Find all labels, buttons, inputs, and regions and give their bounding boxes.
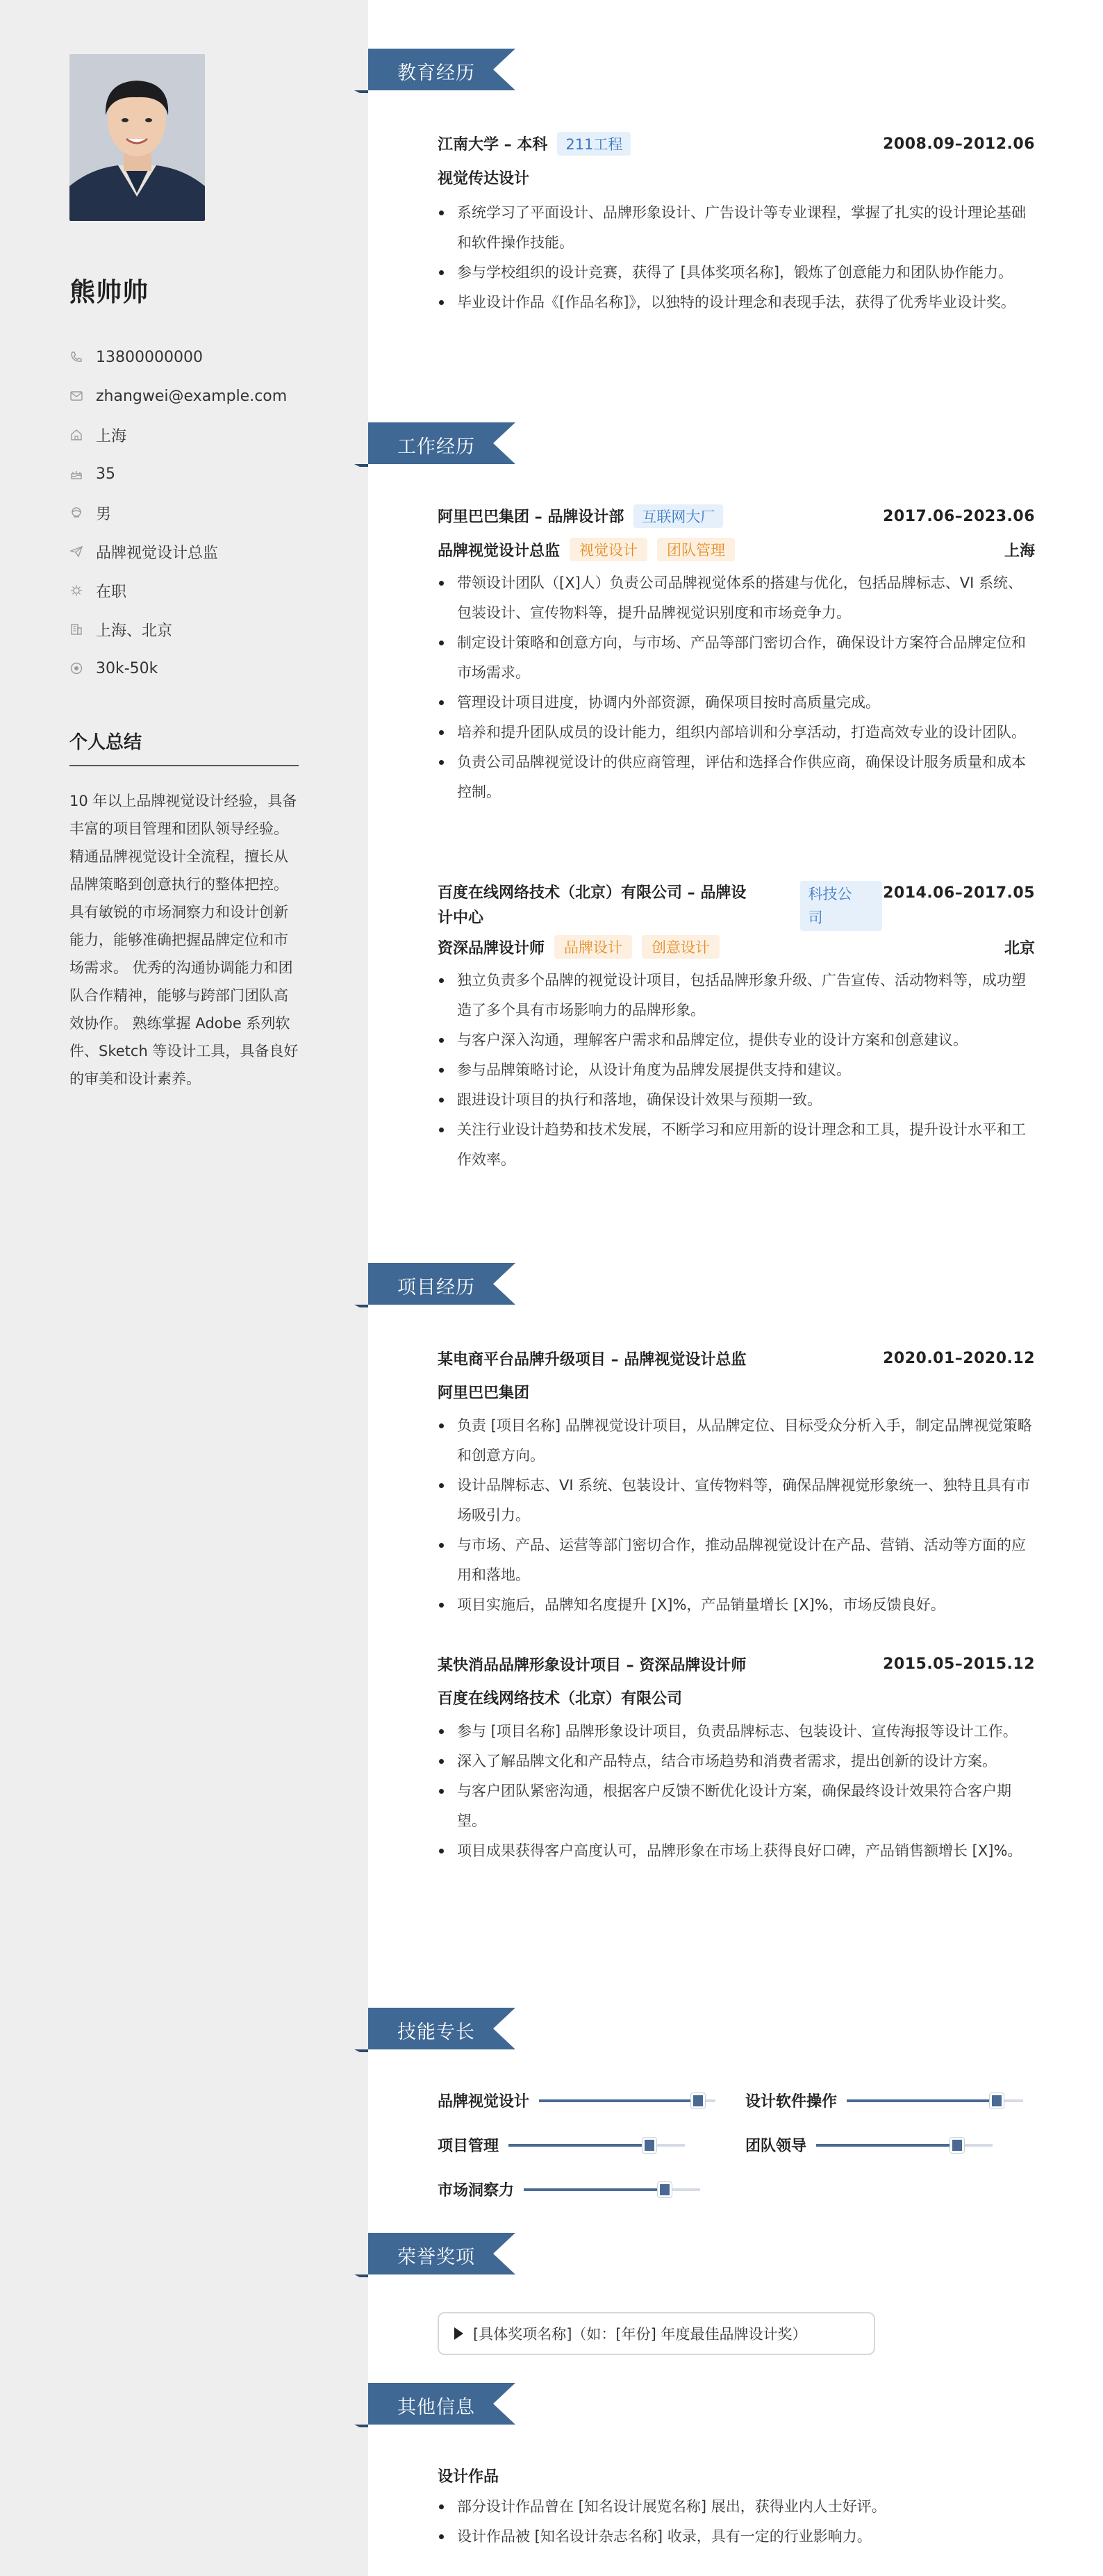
company-badge: 互联网大厂 (633, 504, 723, 528)
contact-info-list (69, 338, 368, 688)
education-bullets (438, 198, 1035, 317)
other-title: 设计作品 (438, 2468, 499, 2486)
info-age (69, 454, 368, 493)
info-text: 在职 (96, 583, 127, 601)
skill-bar (508, 2144, 685, 2147)
skill-knob (990, 2093, 1004, 2108)
skill-knob (691, 2093, 705, 2108)
skill-bar (524, 2188, 700, 2191)
education-entry (438, 132, 1035, 317)
skill-knob (950, 2138, 964, 2153)
phone-icon (69, 350, 83, 364)
skill-name: 市场洞察力 (438, 2182, 515, 2199)
section-header (368, 2383, 1103, 2425)
other-bullets (438, 2492, 1035, 2552)
section-title: 其他信息 (397, 2397, 475, 2418)
list-item: 关注行业设计趋势和技术发展，不断学习和应用新的设计理念和工具，提升设计水平和工作效率。 (438, 1115, 1035, 1175)
main-content (368, 0, 1103, 2576)
skill-item (438, 2179, 700, 2200)
section-title: 荣誉奖项 (397, 2247, 475, 2268)
major: 视觉传达设计 (438, 170, 530, 188)
skill-bar (539, 2099, 715, 2102)
list-item: 设计作品被 [知名设计杂志名称] 收录，具有一定的行业影响力。 (438, 2522, 1035, 2552)
work-date: 2017.06–2023.06 (883, 507, 1035, 525)
tag-badge: 品牌设计 (554, 935, 632, 959)
skill-fill (816, 2144, 957, 2147)
info-text: 品牌视觉设计总监 (96, 544, 219, 562)
education-date: 2008.09–2012.06 (883, 135, 1035, 153)
list-item: 负责公司品牌视觉设计的供应商管理，评估和选择合作供应商，确保设计服务质量和成本控制。 (438, 748, 1035, 807)
list-item: 设计品牌标志、VI 系统、包装设计、宣传物料等，确保品牌视觉形象统一、独特且具有市场吸引力。 (438, 1471, 1035, 1530)
skill-bar (816, 2144, 993, 2147)
work-bullets (438, 568, 1035, 807)
skill-name: 品牌视觉设计 (438, 2093, 530, 2111)
skill-item (745, 2134, 993, 2156)
info-text: 男 (96, 505, 112, 523)
tag-badge: 创意设计 (642, 935, 720, 959)
project-title: 某快消品品牌形象设计项目 – 资深品牌设计师 (438, 1656, 747, 1674)
list-item: 跟进设计项目的执行和落地，确保设计效果与预期一致。 (438, 1085, 1035, 1115)
skill-knob (658, 2182, 672, 2197)
list-item: 与客户团队紧密沟通，根据客户反馈不断优化设计方案，确保最终设计效果符合客户期望。 (438, 1776, 1035, 1836)
list-item: 管理设计项目进度，协调内外部资源，确保项目按时高质量完成。 (438, 688, 1035, 718)
job-title: 资深品牌设计师 品牌设计 创意设计 (438, 935, 720, 959)
skill-item (438, 2134, 685, 2156)
section-header (368, 422, 1103, 464)
award-text: [具体奖项名称]（如：[年份] 年度最佳品牌设计奖） (473, 2326, 807, 2343)
gender-icon (69, 506, 83, 520)
info-gender (69, 493, 368, 532)
list-item: 与市场、产品、运营等部门密切合作，推动品牌视觉设计在产品、营销、活动等方面的应用和落地。 (438, 1530, 1035, 1590)
list-item: 参与品牌策略讨论，从设计角度为品牌发展提供支持和建议。 (438, 1055, 1035, 1085)
skill-bar (847, 2099, 1023, 2102)
info-location (69, 415, 368, 454)
salary-icon (69, 661, 83, 675)
list-item: 独立负责多个品牌的视觉设计项目，包括品牌形象升级、广告宣传、活动物料等，成功塑造了多个具有市场影响力的品牌形象。 (438, 966, 1035, 1025)
avatar (69, 54, 205, 221)
skill-fill (524, 2188, 665, 2191)
summary-title: 个人总结 (69, 728, 299, 766)
list-item: 毕业设计作品《[作品名称]》，以独特的设计理念和表现手法，获得了优秀毕业设计奖。 (438, 288, 1035, 317)
info-text: 上海、北京 (96, 622, 173, 640)
info-city (69, 610, 368, 649)
skill-fill (847, 2099, 997, 2102)
info-status (69, 571, 368, 610)
work-section (368, 422, 1103, 1168)
school-name: 江南大学 – 本科 211工程 (438, 132, 631, 156)
section-header (368, 1263, 1103, 1305)
skill-name: 设计软件操作 (745, 2093, 838, 2111)
awards-section (368, 2233, 1103, 2358)
skill-name: 项目管理 (438, 2138, 499, 2155)
info-text: 35 (96, 465, 115, 483)
list-item: 系统学习了平面设计、品牌形象设计、广告设计等专业课程，掌握了扎实的设计理论基础和软件操作技能。 (438, 198, 1035, 258)
section-header (368, 2008, 1103, 2049)
project-entry-2 (438, 1652, 1035, 1866)
work-city: 北京 (1004, 939, 1035, 957)
expand-arrow-icon[interactable] (454, 2327, 463, 2340)
skills-section (368, 2008, 1103, 2216)
home-icon (69, 428, 83, 442)
skill-name: 团队领导 (745, 2138, 807, 2155)
company-badge: 科技公 司 (800, 881, 882, 931)
info-text: zhangwei@example.com (96, 387, 288, 405)
summary-text: 10 年以上品牌视觉设计经验，具备丰富的项目管理和团队领导经验。 精通品牌视觉设计全流程，擅长从品牌策略到创意执行的整体把控。 具有敏锐的市场洞察力和设计创新能力，能够准确把握品牌定位和市场需求。 优秀的沟通协调能力和团队合作精神，能够与跨部门团队高效协作。 熟练掌握 Adobe 系列软件、Sketch 等设计工具，具备良好的审美和设计素养。 (69, 793, 299, 1087)
skill-knob (642, 2138, 656, 2153)
section-title: 技能专长 (397, 2022, 475, 2043)
section-title: 工作经历 (397, 436, 475, 458)
school-badge: 211工程 (557, 132, 631, 156)
other-entry (438, 2465, 1035, 2552)
list-item: 带领设计团队（[X]人）负责公司品牌视觉体系的搭建与优化，包括品牌标志、VI 系统、包装设计、宣传物料等，提升品牌视觉识别度和市场竞争力。 (438, 568, 1035, 628)
award-item[interactable] (438, 2312, 875, 2355)
info-email (69, 377, 368, 415)
info-salary (69, 649, 368, 688)
list-item: 项目实施后，品牌知名度提升 [X]%，产品销量增长 [X]%，市场反馈良好。 (438, 1590, 1035, 1620)
list-item: 制定设计策略和创意方向，与市场、产品等部门密切合作，确保设计方案符合品牌定位和市场需求。 (438, 628, 1035, 688)
project-date: 2015.05–2015.12 (883, 1655, 1035, 1673)
info-text: 上海 (96, 427, 127, 445)
projects-section (368, 1263, 1103, 1859)
list-item: 参与学校组织的设计竞赛，获得了 [具体奖项名称]，锻炼了创意能力和团队协作能力。 (438, 258, 1035, 288)
section-title: 项目经历 (397, 1277, 475, 1298)
work-entry-1 (438, 504, 1035, 807)
status-icon (69, 584, 83, 597)
tag-badge: 视觉设计 (570, 538, 647, 561)
project-title: 某电商平台品牌升级项目 – 品牌视觉设计总监 (438, 1351, 747, 1369)
cake-icon (69, 467, 83, 481)
profile-name: 熊帅帅 (69, 277, 149, 307)
company-name: 百度在线网络技术（北京）有限公司 – 品牌设 计中心 (438, 884, 747, 927)
skill-fill (539, 2099, 698, 2102)
tag-badge: 团队管理 (657, 538, 735, 561)
info-text: 30k-50k (96, 659, 158, 677)
list-item: 负责 [项目名称] 品牌视觉设计项目，从品牌定位、目标受众分析入手，制定品牌视觉策略和创意方向。 (438, 1411, 1035, 1471)
skill-item (438, 2090, 715, 2111)
other-section (368, 2383, 1103, 2576)
work-entry-2 (438, 881, 1035, 1175)
section-title: 教育经历 (397, 63, 475, 84)
list-item: 深入了解品牌文化和产品特点，结合市场趋势和消费者需求，提出创新的设计方案。 (438, 1747, 1035, 1776)
mail-icon (69, 389, 83, 403)
project-org: 百度在线网络技术（北京）有限公司 (438, 1690, 683, 1708)
project-entry-1 (438, 1346, 1035, 1620)
job-title: 品牌视觉设计总监 视觉设计 团队管理 (438, 538, 735, 561)
project-bullets (438, 1717, 1035, 1866)
project-bullets (438, 1411, 1035, 1620)
sidebar (0, 0, 368, 2576)
project-org: 阿里巴巴集团 (438, 1385, 530, 1402)
list-item: 培养和提升团队成员的设计能力，组织内部培训和分享活动，打造高效专业的设计团队。 (438, 718, 1035, 748)
list-item: 部分设计作品曾在 [知名设计展览名称] 展出，获得业内人士好评。 (438, 2492, 1035, 2522)
section-header (368, 49, 1103, 90)
list-item: 参与 [项目名称] 品牌形象设计项目，负责品牌标志、包装设计、宣传海报等设计工作。 (438, 1717, 1035, 1747)
work-date: 2014.06–2017.05 (883, 884, 1035, 902)
work-bullets (438, 966, 1035, 1175)
company-name: 阿里巴巴集团 – 品牌设计部 互联网大厂 (438, 504, 723, 528)
list-item: 与客户深入沟通，理解客户需求和品牌定位，提供专业的设计方案和创意建议。 (438, 1025, 1035, 1055)
work-city: 上海 (1004, 542, 1035, 560)
info-phone (69, 338, 368, 377)
list-item: 项目成果获得客户高度认可，品牌形象在市场上获得良好口碑，产品销售额增长 [X]%。 (438, 1836, 1035, 1866)
education-section (368, 49, 1103, 311)
skill-fill (508, 2144, 649, 2147)
building-icon (69, 622, 83, 636)
send-icon (69, 545, 83, 559)
info-text: 13800000000 (96, 348, 203, 366)
skill-item (745, 2090, 1023, 2111)
info-position (69, 532, 368, 571)
project-date: 2020.01–2020.12 (883, 1349, 1035, 1367)
section-header (368, 2233, 1103, 2274)
